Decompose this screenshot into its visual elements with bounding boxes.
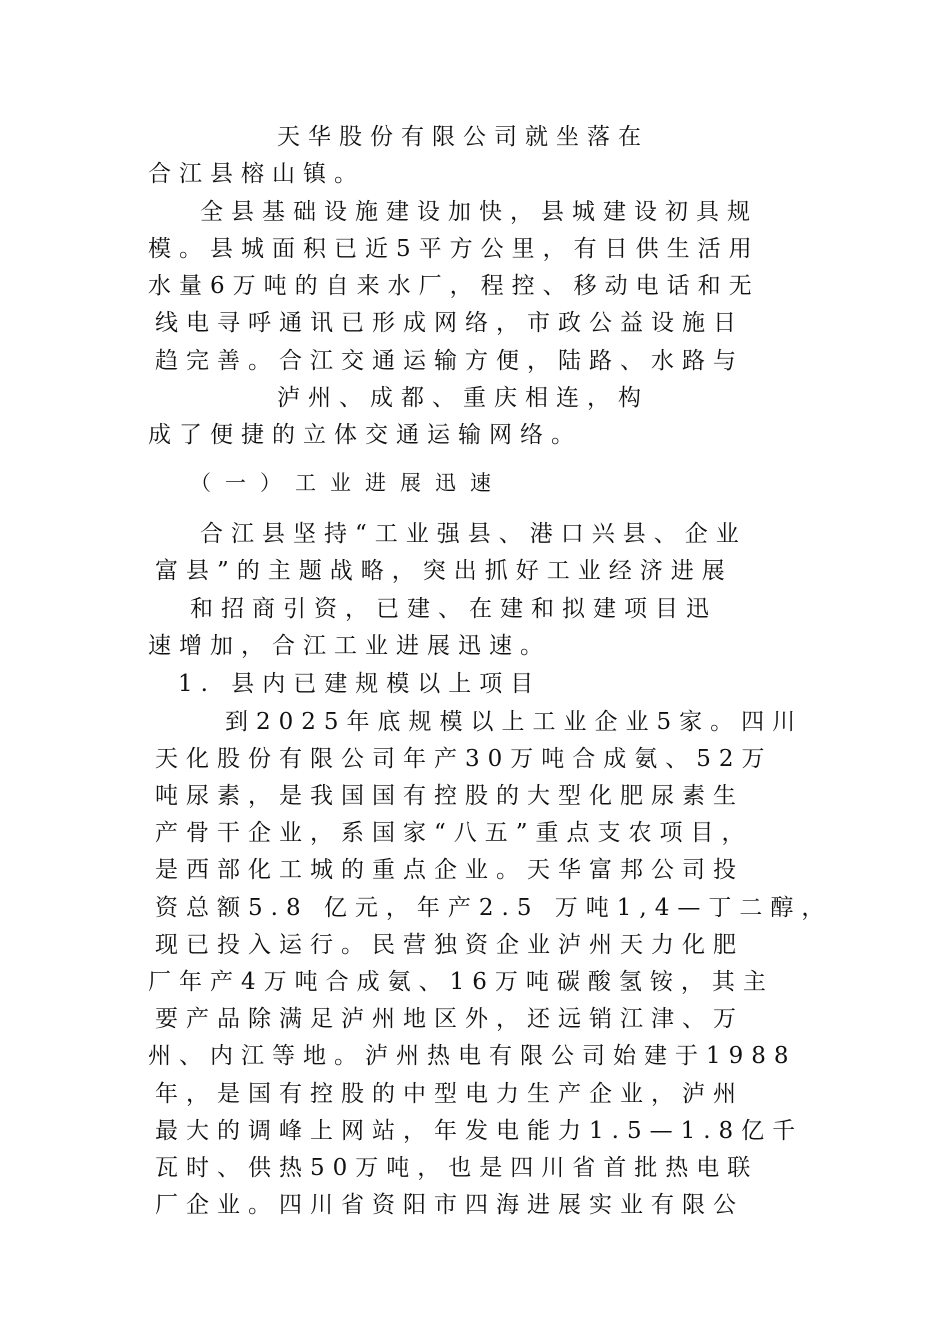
text-line: 合江县榕山镇。	[148, 161, 365, 187]
text-line: 速增加，合江工业进展迅速。	[148, 633, 551, 659]
text-line: 厂年产4万吨合成氨、16万吨碳酸氢铵，其主	[148, 969, 774, 995]
text-line: 要产品除满足泸州地区外，还远销江津、万	[155, 1006, 744, 1032]
text-line: 合江县坚持“工业强县、港口兴县、企业	[200, 521, 747, 547]
text-line: 天化股份有限公司年产30万吨合成氨、52万	[155, 746, 773, 772]
text-line: 富县”的主题战略，突出抓好工业经济进展	[155, 558, 733, 584]
text-line: 厂企业。四川省资阳市四海进展实业有限公	[155, 1192, 744, 1218]
text-line: 是西部化工城的重点企业。天华富邦公司投	[155, 857, 744, 883]
text-line: 泸州、成都、重庆相连，构	[277, 385, 649, 411]
text-line: 现已投入运行。民营独资企业泸州天力化肥	[155, 932, 744, 958]
text-line: 趋完善。合江交通运输方便，陆路、水路与	[155, 348, 744, 374]
text-line: 年，是国有控股的中型电力生产企业，泸州	[155, 1081, 744, 1107]
text-line: 和招商引资，已建、在建和拟建项目迅	[190, 596, 717, 622]
text-line: 成了便捷的立体交通运输网络。	[148, 422, 582, 448]
subsection-heading: 1. 县内已建规模以上项目	[178, 671, 542, 697]
text-line: 全县基础设施建设加快，县城建设初具规	[200, 199, 758, 225]
text-line: 产骨干企业，系国家“八五”重点支农项目，	[155, 820, 753, 846]
section-heading: （一）工业进展迅速	[190, 471, 505, 495]
text-line: 瓦时、供热50万吨，也是四川省首批热电联	[155, 1155, 759, 1181]
text-line: 吨尿素，是我国国有控股的大型化肥尿素生	[155, 783, 744, 809]
text-line: 资总额5.8 亿元，年产2.5 万吨1,4—丁二醇，	[155, 895, 833, 921]
text-line: 州、内江等地。泸州热电有限公司始建于1988	[148, 1043, 797, 1069]
text-line: 最大的调峰上网站，年发电能力1.5—1.8亿千	[155, 1118, 804, 1144]
text-line: 到2025年底规模以上工业企业5家。四川	[225, 709, 804, 735]
text-line: 模。县城面积已近5平方公里，有日供生活用	[148, 236, 760, 262]
text-line: 天华股份有限公司就坐落在	[277, 124, 649, 150]
text-line: 水量6万吨的自来水厂，程控、移动电话和无	[148, 273, 760, 299]
text-line: 线电寻呼通讯已形成网络，市政公益设施日	[155, 310, 744, 336]
